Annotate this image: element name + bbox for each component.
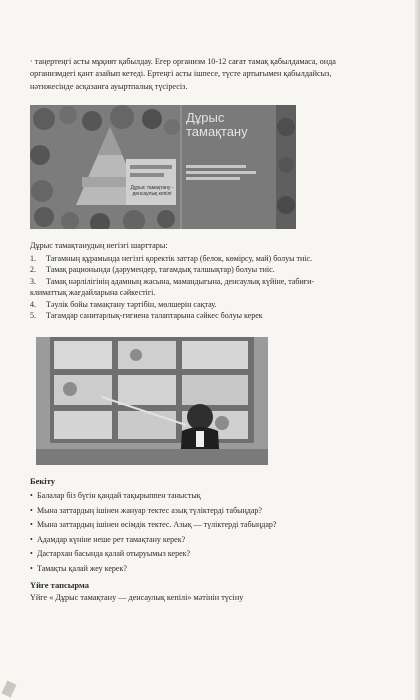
pyramid-caption [129, 185, 175, 197]
list-item [30, 489, 276, 504]
bullet-icon: • [30, 534, 33, 544]
list-item [30, 547, 276, 562]
bullet-icon: • [30, 549, 33, 559]
list-item-continuation [30, 287, 402, 298]
pyramid-caption-line: Дұрыс тамақтану - [130, 185, 174, 191]
item-text: Мына заттардың ішінен жануар тектес азық түліктерді табыңдар? [37, 505, 262, 515]
classroom-photo [36, 337, 268, 465]
homework-title: Үйге тапсырма [30, 580, 89, 590]
review-title: Бекіту [30, 476, 55, 486]
scan-corner-mark [2, 681, 17, 698]
list-item [30, 310, 402, 321]
item-text: Адамдар күніне неше рет тамақтану керек? [37, 534, 186, 544]
poster-title-line: Дұрыс [186, 110, 225, 125]
item-text: Тағамның құрамында негізгі қоректік заттар (белок, көмірсу, май) болуы тиіс. [46, 254, 313, 263]
poster-title [186, 111, 248, 139]
nutrition-posters-image [30, 105, 296, 229]
pyramid-caption-line: денсаулық кепілі [132, 191, 172, 197]
item-text: климаттық жағдайларына сәйкестігі. [30, 288, 156, 298]
list-item [30, 264, 402, 275]
intro-line: нәтижесінде асқазанға ауыртпалық түсіресіз. [30, 81, 188, 91]
item-text: Дастархан басында қалай отыруымыз керек? [37, 549, 191, 559]
item-text: Тамақ рационында (дәрумендер, тағамдық талшықтар) болуы тиіс. [46, 265, 275, 275]
item-text: Мына заттардың ішінен өсімдік тектес. Азық — түліктерді табыңдар? [37, 520, 277, 530]
list-item [30, 518, 276, 533]
review-list [30, 489, 276, 577]
list-item [30, 533, 276, 548]
classroom-image [36, 337, 268, 465]
page-edge-shadow [415, 0, 420, 700]
bullet-icon: • [30, 491, 33, 500]
poster-title-line: тамақтану [186, 124, 248, 139]
list-item [30, 504, 276, 519]
item-text: Балалар біз бүгін қандай тақырыппен таныстық [37, 491, 201, 500]
item-number: 4. [30, 299, 36, 309]
item-text: Тамақ нәрлілігінің адамның жасына, мамандығына, денсаулық күйіне, табиғи- [46, 276, 315, 286]
conditions-title: Дұрыс тамақтанудың негізгі шарттары: [30, 241, 168, 250]
item-text: Тәулік бойы тамақтану тәртібін, мөлшерін сақтау. [46, 299, 217, 309]
item-text: Тағамдар санитарлық-гигиена талаптарына сәйкес болуы керек [46, 311, 263, 321]
item-number: 3. [30, 276, 36, 286]
list-item [30, 253, 402, 264]
bullet-icon: • [30, 563, 33, 573]
intro-paragraph [30, 56, 402, 93]
list-item [30, 562, 276, 577]
item-number: 2. [30, 265, 36, 275]
homework-text: Үйге « Дұрыс тамақтану — денсаулық кепілі» мәтінін түсіну [30, 593, 244, 602]
intro-line: организмдегі қант азайып кетеді. Ертеңгі асты ішпесе, түсте артығымен қабылдайсыз, [30, 69, 332, 79]
nutrition-posters-photo [30, 105, 296, 229]
bullet-icon: • [30, 520, 33, 530]
intro-line: · таңертеңгі асты мұқият қабылдау. Егер организм 10-12 сағат тамақ қабылдамаса, онда [30, 57, 336, 66]
item-number: 1. [30, 254, 36, 263]
item-number: 5. [30, 311, 36, 321]
bullet-icon: • [30, 505, 33, 515]
conditions-list [30, 253, 402, 321]
list-item [30, 299, 402, 310]
list-item [30, 276, 402, 287]
item-text: Тамақты қалай жеу керек? [37, 563, 127, 573]
